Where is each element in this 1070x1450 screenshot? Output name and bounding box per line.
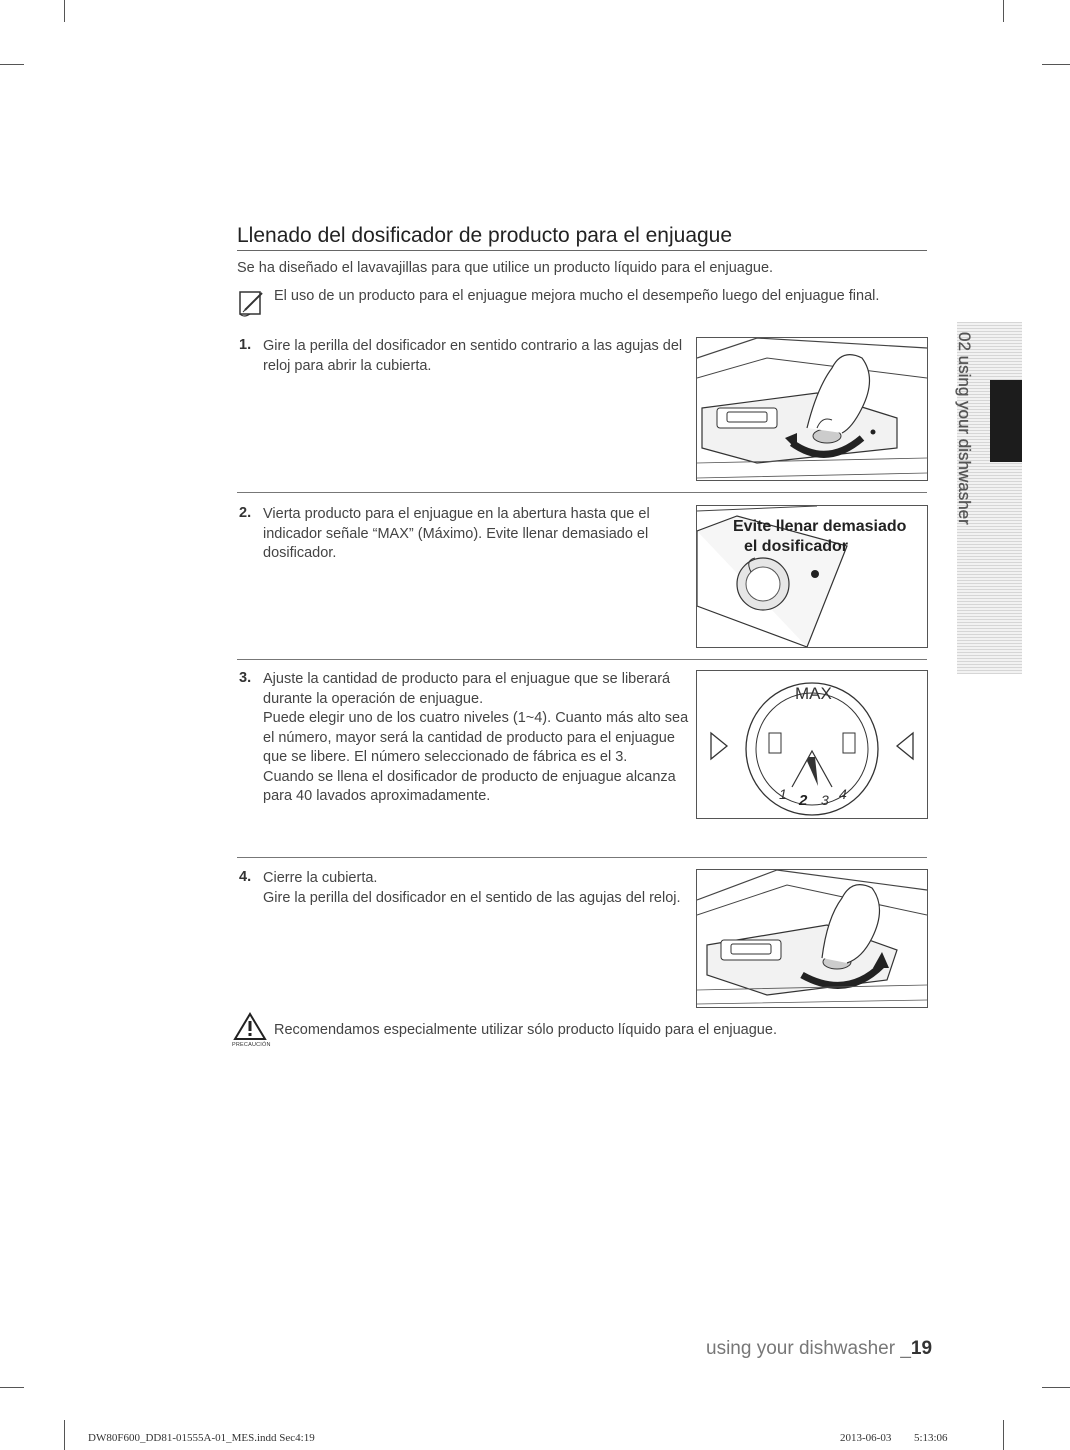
print-filename: DW80F600_DD81-01555A-01_MES.indd Sec4:19 — [88, 1432, 315, 1444]
step-paragraph: Gire la perilla del dosificador en sentido contrario a las agujas del reloj para abrir la cubierta. — [263, 338, 683, 374]
fill-caption-line2: el dosificador — [744, 538, 849, 555]
divider — [237, 857, 927, 858]
step-text — [263, 670, 691, 807]
step-paragraph: Cierre la cubierta. — [263, 870, 378, 886]
crop-mark — [64, 1420, 65, 1450]
crop-mark — [1003, 0, 1004, 22]
chapter-side-tab — [957, 322, 1022, 674]
step-paragraph: Puede elegir uno de los cuatro niveles (1~4). Cuanto más alto sea el número, mayor será la cantidad de producto para el enjuague que se libere. El número seleccionado de fábrica es el 3. — [263, 710, 689, 765]
crop-mark — [0, 64, 24, 65]
step-2 — [237, 505, 927, 647]
step-text — [263, 337, 691, 376]
note-text: El uso de un producto para el enjuague mejora mucho el desempeño luego del enjuague final. — [274, 288, 880, 304]
intro-text: Se ha diseñado el lavavajillas para que utilice un producto líquido para el enjuague. — [237, 260, 774, 276]
crop-mark — [1042, 64, 1070, 65]
note-pencil-icon — [237, 289, 267, 319]
step-paragraph: Cuando se llena el dosificador de producto de enjuague alcanza para 40 lavados aproximadamente. — [263, 768, 676, 804]
step-paragraph: Vierta producto para el enjuague en la abertura hasta que el indicador señale “MAX” (Máximo). Evite llenar demasiado el dosificador. — [263, 506, 650, 561]
dial-level-1: 1 — [779, 786, 787, 802]
caution-triangle-icon — [232, 1012, 268, 1046]
divider — [237, 659, 927, 660]
print-timestamp: 2013-06-03 ￿￿ 5:13:06 — [840, 1432, 948, 1444]
page-footer — [706, 1338, 932, 1360]
footer-title: using your dishwasher _ — [706, 1338, 911, 1359]
step-number: 1. — [239, 337, 252, 353]
fill-caption-line1: Evite llenar demasiado — [733, 518, 907, 535]
step-paragraph: Gire la perilla del dosificador en el sentido de las agujas del reloj. — [263, 889, 681, 906]
step-3 — [237, 670, 927, 840]
step-text — [263, 869, 691, 908]
step-number: 2. — [239, 505, 252, 521]
divider — [237, 492, 927, 493]
step-4 — [237, 869, 927, 1009]
caution-text: Recomendamos especialmente utilizar sólo producto líquido para el enjuague. — [274, 1022, 777, 1038]
close-cover-illustration — [696, 869, 928, 1008]
dial-max-label: MAX — [795, 684, 832, 703]
crop-mark — [1042, 1387, 1070, 1388]
crop-mark — [64, 0, 65, 22]
crop-mark — [1003, 1420, 1004, 1450]
caution-label: PRECAUCIÓN — [232, 1042, 271, 1048]
step-number: 4. — [239, 869, 252, 885]
step-paragraph: Ajuste la cantidad de producto para el enjuague que se liberará durante la operación de enjuague. — [263, 671, 671, 707]
step-1 — [237, 337, 927, 483]
page-number: 19 — [910, 1338, 933, 1359]
step-number: 3. — [239, 670, 252, 686]
section-title: Llenado del dosificador de producto para el enjuague — [237, 224, 927, 251]
fill-dispenser-illustration — [696, 505, 928, 648]
dial-illustration — [696, 670, 928, 819]
dial-level-2: 2 — [799, 792, 808, 809]
dial-level-3: 3 — [821, 792, 829, 808]
chapter-label-text: 02 using your dishwasher — [955, 332, 974, 525]
step-text — [263, 505, 691, 564]
crop-mark — [0, 1387, 24, 1388]
chapter-tab-label — [955, 332, 986, 652]
dial-level-4: 4 — [839, 786, 847, 802]
open-cover-illustration — [696, 337, 928, 481]
chapter-marker — [990, 380, 1022, 462]
